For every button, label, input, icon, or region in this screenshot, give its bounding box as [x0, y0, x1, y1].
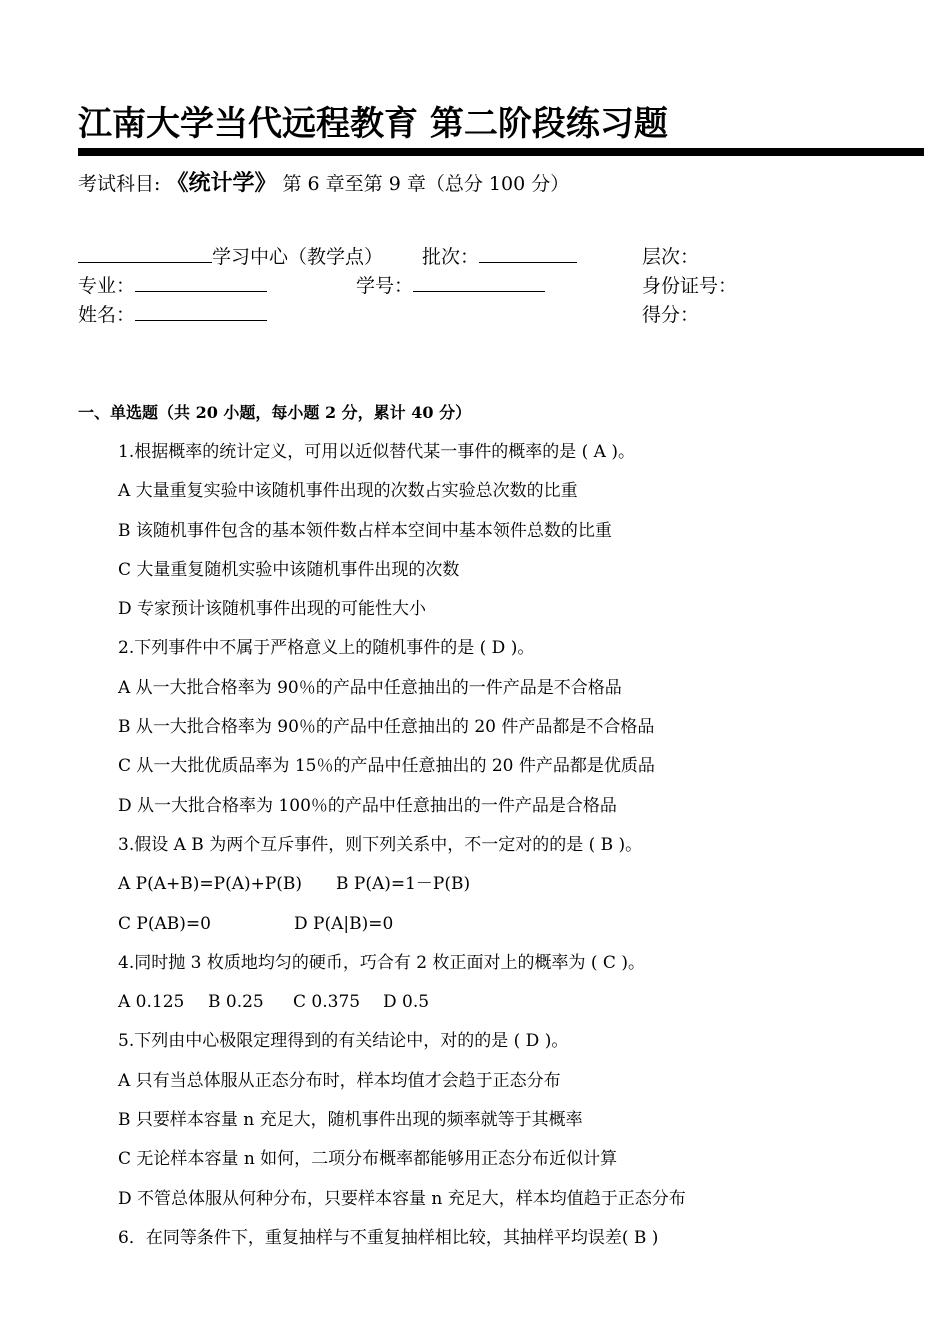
- q1-option-b: B 该随机事件包含的基本领件数占样本空间中基本领件总数的比重: [118, 520, 612, 541]
- name-label: 姓名：: [78, 304, 136, 326]
- q4-option-c: C 0.375: [293, 992, 361, 1013]
- name-blank[interactable]: [135, 302, 267, 321]
- q5-stem: 5.下列由中心极限定理得到的有关结论中，对的的是 ( D )。: [118, 1031, 569, 1052]
- batch-label: 批次：: [422, 246, 480, 268]
- q4-options: [118, 988, 918, 1027]
- id-card-label: 身份证号：: [642, 275, 738, 297]
- level-field: [642, 242, 699, 269]
- q4-option-a: A 0.125: [118, 992, 185, 1013]
- q4-option-b: B 0.25: [208, 992, 264, 1013]
- batch-blank[interactable]: [479, 244, 577, 263]
- batch-field: [422, 242, 577, 269]
- q3-option-c: C P(AB)=0: [118, 913, 211, 934]
- q4-option-d: D 0.5: [383, 992, 430, 1013]
- student-id-blank[interactable]: [413, 273, 545, 292]
- q3-options-cd: [118, 910, 918, 949]
- section-heading: 一、单选题（共 20 小题，每小题 2 分，累计 40 分）: [78, 403, 472, 422]
- subject-prefix: 考试科目:: [78, 173, 161, 195]
- name-field: [78, 300, 267, 327]
- subject-line: [78, 166, 569, 197]
- q2-stem: 2.下列事件中不属于严格意义上的随机事件的是 ( D )。: [118, 638, 535, 659]
- id-card-field: [642, 271, 737, 298]
- q5-option-d: D 不管总体服从何种分布，只要样本容量 n 充足大，样本均值趋于正态分布: [118, 1188, 686, 1209]
- q3-options-ab: [118, 870, 918, 909]
- question-list: [118, 438, 918, 1263]
- q3-option-b: B P(A)=1－P(B): [336, 874, 471, 895]
- major-field: [78, 271, 267, 298]
- q2-option-d: D 从一大批合格率为 100％的产品中任意抽出的一件产品是合格品: [118, 795, 617, 816]
- subject-suffix: 第 6 章至第 9 章（总分 100 分）: [282, 173, 570, 195]
- student-id-field: [356, 271, 545, 298]
- q5-option-c: C 无论样本容量 n 如何，二项分布概率都能够用正态分布近似计算: [118, 1149, 618, 1170]
- q2-option-c: C 从一大批优质品率为 15％的产品中任意抽出的 20 件产品都是优质品: [118, 756, 655, 777]
- title-divider: [78, 148, 924, 156]
- student-id-label: 学号：: [356, 275, 414, 297]
- q1-option-c: C 大量重复随机实验中该随机事件出现的次数: [118, 559, 460, 580]
- q3-option-a: A P(A+B)=P(A)+P(B): [118, 874, 303, 895]
- q5-option-a: A 只有当总体服从正态分布时，样本均值才会趋于正态分布: [118, 1070, 561, 1091]
- course-name: 《统计学》: [166, 171, 277, 196]
- level-label: 层次：: [642, 246, 700, 268]
- q1-option-a: A 大量重复实验中该随机事件出现的次数占实验总次数的比重: [118, 481, 578, 502]
- study-center-blank[interactable]: [78, 244, 212, 263]
- q3-stem: 3.假设 A B 为两个互斥事件，则下列关系中，不一定对的的是 ( B )。: [118, 834, 643, 855]
- q1-stem: 1.根据概率的统计定义，可用以近似替代某一事件的概率的是 ( A )。: [118, 442, 635, 462]
- q1-option-d: D 专家预计该随机事件出现的可能性大小: [118, 599, 427, 620]
- q2-option-b: B 从一大批合格率为 90％的产品中任意抽出的 20 件产品都是不合格品: [118, 717, 655, 738]
- q6-stem: 6．在同等条件下，重复抽样与不重复抽样相比较，其抽样平均误差( B ): [118, 1227, 659, 1248]
- q5-option-b: B 只要样本容量 n 充足大，随机事件出现的频率就等于其概率: [118, 1110, 583, 1131]
- q3-option-d: D P(A|B)=0: [294, 913, 394, 934]
- score-field: [642, 300, 699, 327]
- score-label: 得分：: [642, 304, 700, 326]
- q4-stem: 4.同时抛 3 枚质地均匀的硬币，巧合有 2 枚正面对上的概率为 ( C )。: [118, 952, 645, 973]
- page-title: 江南大学当代远程教育 第二阶段练习题: [78, 104, 668, 144]
- major-label: 专业：: [78, 275, 136, 297]
- study-center-label: 学习中心（教学点）: [212, 246, 384, 268]
- major-blank[interactable]: [135, 273, 267, 292]
- study-center-field: [78, 242, 383, 269]
- q2-option-a: A 从一大批合格率为 90％的产品中任意抽出的一件产品是不合格品: [118, 677, 622, 698]
